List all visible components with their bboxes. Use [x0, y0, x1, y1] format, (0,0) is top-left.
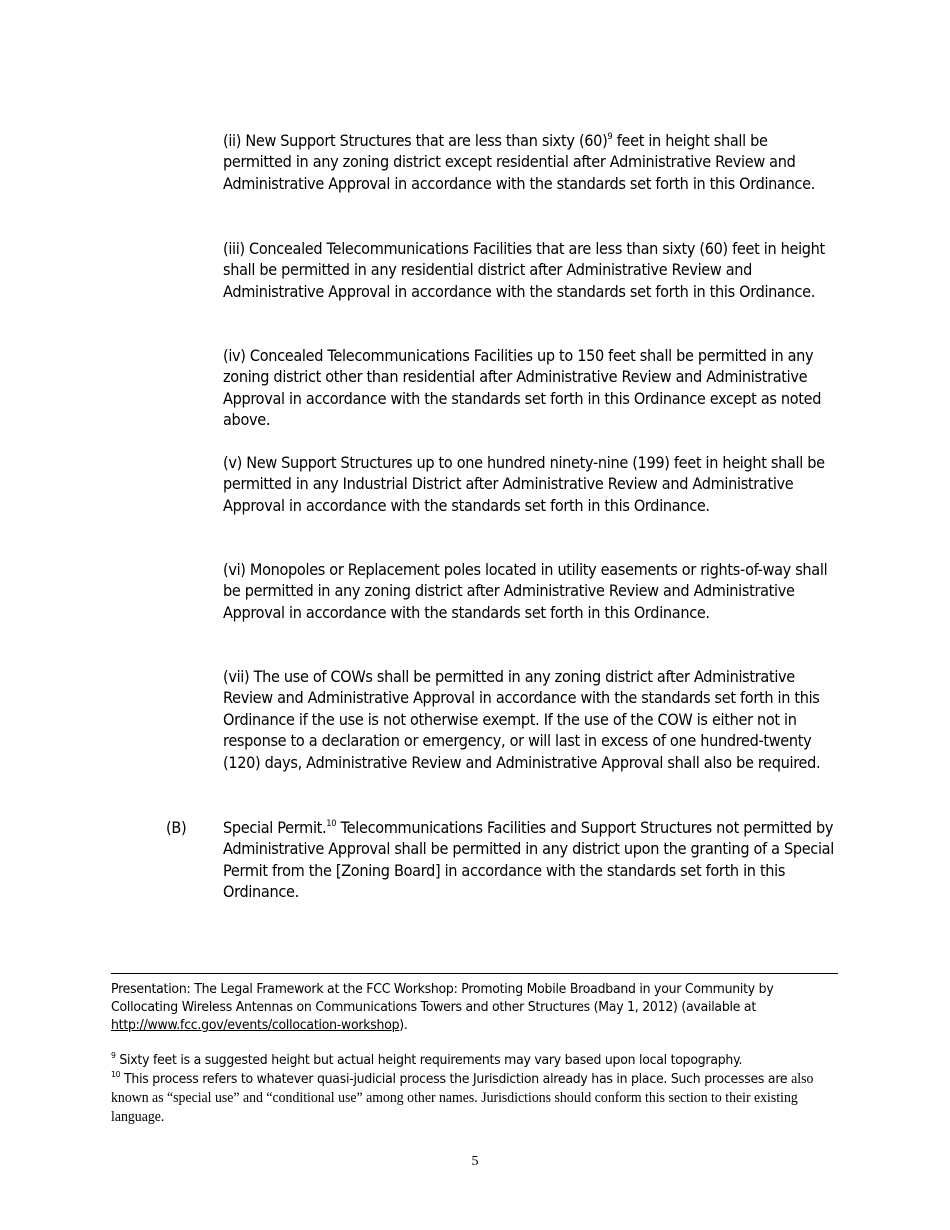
- footnote-9-text: Sixty feet is a suggested height but actual height requirements may vary based upon local topography.: [115, 1053, 743, 1068]
- paragraph-ii-text-after: feet in height shall be permitted in any zoning district except residential after Administrative Review and Administrative Approval in accordance with the standards set forth in this Ordinance.: [223, 132, 816, 193]
- footnote-separator: [111, 973, 838, 974]
- paragraph-ii-text-before: (ii) New Support Structures that are less than sixty (60): [223, 132, 608, 150]
- footnote-10-number: 10: [111, 1070, 121, 1079]
- paragraph-b-text-before: Special Permit.: [223, 819, 327, 837]
- footnote-ref-9[interactable]: 9: [607, 132, 613, 142]
- paragraph-b-text-after: Telecommunications Facilities and Support Structures not permitted by Administrative Approval shall be permitted in any district upon the granting of a Special Permit from the [Zoning Board] in accordance with the standards set forth in this Ordinance.: [223, 819, 834, 902]
- footnote-9: [111, 1052, 826, 1070]
- paragraph-iv: (iv) Concealed Telecommunications Facilities up to 150 feet shall be permitted in any zoning district other than residential after Administrative Review and Administrative Approval in accordance with the standards set forth in this Ordinance except as noted above.: [223, 347, 822, 430]
- footnote-9-number: 9: [111, 1051, 116, 1060]
- paragraph-vii: (vii) The use of COWs shall be permitted in any zoning district after Administrative Review and Administrative Approval in accordance with the standards set forth in this Ordinance if the use is not otherwise exempt. If the use of the COW is either not in response to a declaration or emergency, or will last in excess of one hundred-twenty (120) days, Administrative Review and Administrative Approval shall also be required.: [223, 668, 821, 772]
- footnote-presentation-end: ).: [399, 1018, 408, 1033]
- paragraph-ii: [223, 131, 839, 195]
- footnote-10: [111, 1070, 826, 1127]
- workshop-link[interactable]: http://www.fcc.gov/events/collocation-workshop: [111, 1018, 400, 1033]
- paragraph-b: [223, 818, 839, 904]
- paragraph-vi: (vi) Monopoles or Replacement poles located in utility easements or rights-of-way shall be permitted in any zoning district after Administrative Review and Administrative Approval in accordance with the standards set forth in this Ordinance.: [223, 561, 828, 622]
- footnote-10-text-sans: This process refers to whatever quasi-judicial process the Jurisdiction already has in place. Such processes are: [120, 1072, 792, 1087]
- footnote-10-text-serif: also known as “special use” and “conditional use” among other names. Jurisdictions should conform this section to their existing language.: [111, 1071, 814, 1125]
- paragraph-iii: (iii) Concealed Telecommunications Facilities that are less than sixty (60) feet in height shall be permitted in any residential district after Administrative Review and Administrative Approval in accordance with the standards set forth in this Ordinance.: [223, 240, 825, 301]
- footnote-presentation-text: Presentation: The Legal Framework at the FCC Workshop: Promoting Mobile Broadband in your Community by Collocating Wireless Antennas on Communications Towers and other Structures (May 1, 2012) (available at: [111, 982, 774, 1015]
- section-b-label: (B): [166, 819, 187, 837]
- paragraph-v: (v) New Support Structures up to one hundred ninety-nine (199) feet in height shall be permitted in any Industrial District after Administrative Review and Administrative Approval in accordance with the standards set forth in this Ordinance.: [223, 454, 825, 515]
- page-number: 5: [471, 1154, 479, 1169]
- footnote-ref-10[interactable]: 10: [326, 819, 337, 829]
- footnote-presentation: [111, 981, 826, 1035]
